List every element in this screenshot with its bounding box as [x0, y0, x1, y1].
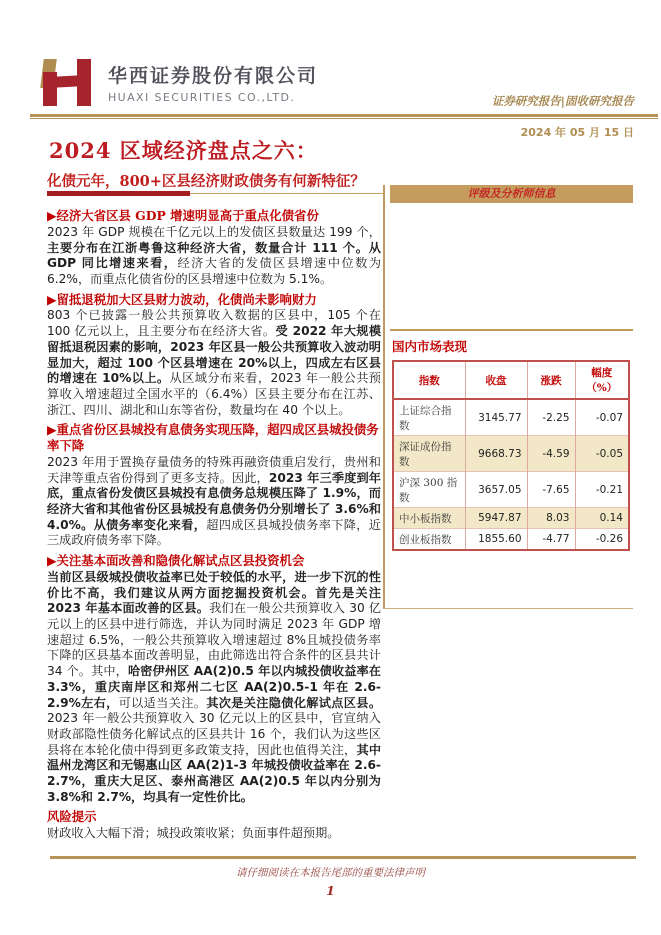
table-cell: 1855.60	[465, 529, 527, 551]
table-cell: 5947.87	[465, 508, 527, 529]
table-cell: 0.14	[575, 508, 629, 529]
table-cell: 沪深 300 指数	[393, 472, 465, 508]
section-paragraph: 财政收入大幅下滑；城投政策收紧；负面事件超预期。	[47, 826, 340, 841]
report-type-label: 证券研究报告|固收研究报告	[491, 94, 634, 108]
footer-disclaimer: 请仔细阅读在本报告尾部的重要法律声明	[236, 867, 425, 879]
table-column-header: 涨跌	[527, 361, 575, 399]
market-performance-title: 国内市场表现	[392, 339, 468, 354]
table-column-header: 收盘	[465, 361, 527, 399]
section-paragraph: 当前区县级城投债收益率已处于较低的水平，进一步下沉的性价比不高，我们建议从两方面挖掘投资机会。首先是关注 2023 年基本面改善的区县。我们在一般公共预算收入 30 亿元以上的区县中进行筛选，并认为同时满足 2023 年 GDP 增速超过 6.5%，一般公共预算收入增速超过 8%且城投债务率下降的区县基本面改善明显，由此筛选出符合条件的区县共计 34 个。其中，哈密伊州区 AA(2)0.5 年以内城投债收益率在 3.3%，重庆南岸区和郑州二七区 AA(2)0.5-1 年在 2.6-2.9%左右，可以适当关注。其次是关注隐债化解试点区县。2023 年一般公共预算收入 30 亿元以上的区县中，官宣纳入财政部隐性债务化解试点的区县共计 16 个，我们认为这些区县将在本轮化债中得到更多政策支持，因此也值得关注，其中温州龙湾区和无锡惠山区 AA(2)1-3 年城投债收益率在 2.6-2.7%，重庆大足区、泰州高港区 AA(2)0.5 年以内分别为 3.8%和 2.7%，均具有一定性价比。	[47, 569, 382, 804]
section-paragraph: 803 个已披露一般公共预算收入数据的区县中，105 个在 100 亿元以上，且主要分布在经济大省。受 2022 年大规模留抵退税因素的影响，2023 年区县一般公共预算收入波动明显加大，超过 100 个区县增速在 20%以上，四成左右区县的增速在 10%以上。从区域分布来看，2023 年一般公共预算收入增速超过全国水平的（6.4%）区县主要分布在江苏、浙江、四川、湖北和山东等省份，数量均在 40 个以上。	[47, 308, 382, 417]
company-name-cn: 华西证券股份有限公司	[108, 65, 319, 87]
report-sections	[47, 204, 381, 842]
section-heading: ▶经济大省区县 GDP 增速明显高于重点化债省份	[47, 208, 319, 223]
table-row	[393, 399, 629, 436]
header-rule	[30, 114, 658, 119]
table-cell: 3145.77	[465, 399, 527, 436]
section-heading: 风险提示	[47, 809, 97, 825]
table-row	[393, 508, 629, 529]
table-column-header: 幅度（%）	[575, 361, 629, 399]
section-paragraph: 2023 年用于置换存量债务的特殊再融资债重启发行，贵州和天津等重点省份得到了更多支持。因此，2023 年三季度到年底，重点省份发债区县城投有息债务总规模压降了 1.9%，而经济大省和其他省份区县城投有息债务仍分别增长了 3.6%和 4.0%。从债务率变化来看，超四成区县城投债务率下降，近三成政府债务率下降。	[47, 454, 381, 548]
subtitle-rule	[47, 191, 385, 196]
section-heading: ▶重点省份区县城投有息债务实现压降，超四成区县城投债务率下降	[47, 422, 379, 454]
table-cell: -7.65	[527, 472, 575, 508]
table-cell: 3657.05	[465, 472, 527, 508]
table-cell: 8.03	[527, 508, 575, 529]
table-body	[393, 399, 629, 550]
report-date: 2024 年 05 月 15 日	[520, 126, 634, 139]
table-cell: 上证综合指数	[393, 399, 465, 436]
table-cell: -0.07	[575, 399, 629, 436]
table-header-row	[393, 361, 629, 399]
analyst-panel-header: 评级及分析师信息	[390, 185, 633, 203]
table-row	[393, 436, 629, 472]
table-cell: -0.26	[575, 529, 629, 551]
analyst-info-empty-area	[385, 203, 633, 329]
table-cell: -0.21	[575, 472, 629, 508]
huaxi-logo-icon	[40, 59, 98, 106]
table-cell: 创业板指数	[393, 529, 465, 551]
section-heading: ▶留抵退税加大区县财力波动，化债尚未影响财力	[47, 291, 317, 307]
sidebar-panel	[383, 185, 633, 609]
company-block	[108, 61, 318, 104]
section-heading: ▶关注基本面改善和隐债化解试点区县投资机会	[47, 553, 305, 569]
table-cell: -0.05	[575, 436, 629, 472]
table-cell: 深证成份指数	[393, 436, 465, 472]
page-number: 1	[326, 883, 335, 898]
table-cell: -4.77	[527, 529, 575, 551]
page-subtitle: 化债元年，800+区县经济财政债务有何新特征？	[47, 173, 365, 190]
table-column-header: 指数	[393, 361, 465, 399]
table-cell: 9668.73	[465, 436, 527, 472]
table-cell: -4.59	[527, 436, 575, 472]
market-performance-table	[392, 360, 630, 551]
section-paragraph: 2023 年 GDP 规模在千亿元以上的发债区县数量达 199 个，主要分布在江浙粤鲁这种经济大省，数量合计 111 个。从 GDP 同比增速来看，经济大省的发债区县增速中位数为 6.2%，而重点化债省份的区县增速中位数为 5.1%。	[47, 224, 382, 286]
table-row	[393, 529, 629, 551]
table-cell: 中小板指数	[393, 508, 465, 529]
company-name-en: HUAXI SECURITIES CO.,LTD.	[108, 91, 296, 104]
market-divider-rule	[390, 329, 633, 331]
page-title: 2024 区域经济盘点之六：	[49, 138, 318, 163]
footer-rule	[50, 856, 636, 859]
table-cell: -2.25	[527, 399, 575, 436]
table-row	[393, 472, 629, 508]
